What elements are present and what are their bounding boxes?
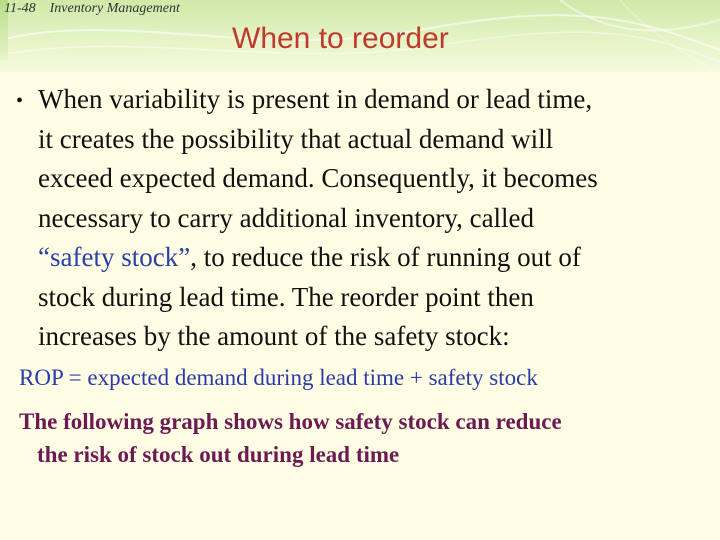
bullet-line: it creates the possibility that actual demand will [38, 123, 554, 154]
bullet-line: When variability is present in demand or lead time, [38, 84, 593, 114]
slide-title: When to reorder [232, 22, 449, 55]
bullet-line: necessary to carry additional inventory, called [38, 202, 535, 233]
bullet-line: increases by the amount of the safety stock: [38, 321, 510, 351]
graph-note-line: the risk of stock out during lead time [37, 442, 400, 467]
slide-header-label [4, 1, 180, 17]
rop-formula: ROP = expected demand during lead time + safety stock [19, 365, 538, 390]
bullet-line [38, 238, 708, 278]
bullet-paragraph [38, 80, 708, 357]
slide-number: 11-48 [4, 1, 36, 16]
bullet-icon: • [16, 90, 24, 112]
course-name: Inventory Management [49, 1, 180, 16]
safety-stock-term: “safety stock” [38, 242, 191, 272]
graph-note-line: The following graph shows how safety stock can reduce [19, 409, 562, 434]
bullet-line: exceed expected demand. Consequently, it becomes [38, 163, 598, 193]
bullet-line: stock during lead time. The reorder point then [38, 281, 534, 312]
graph-note [19, 405, 709, 471]
bullet-line-rest: , to reduce the risk of running out of [190, 242, 581, 272]
